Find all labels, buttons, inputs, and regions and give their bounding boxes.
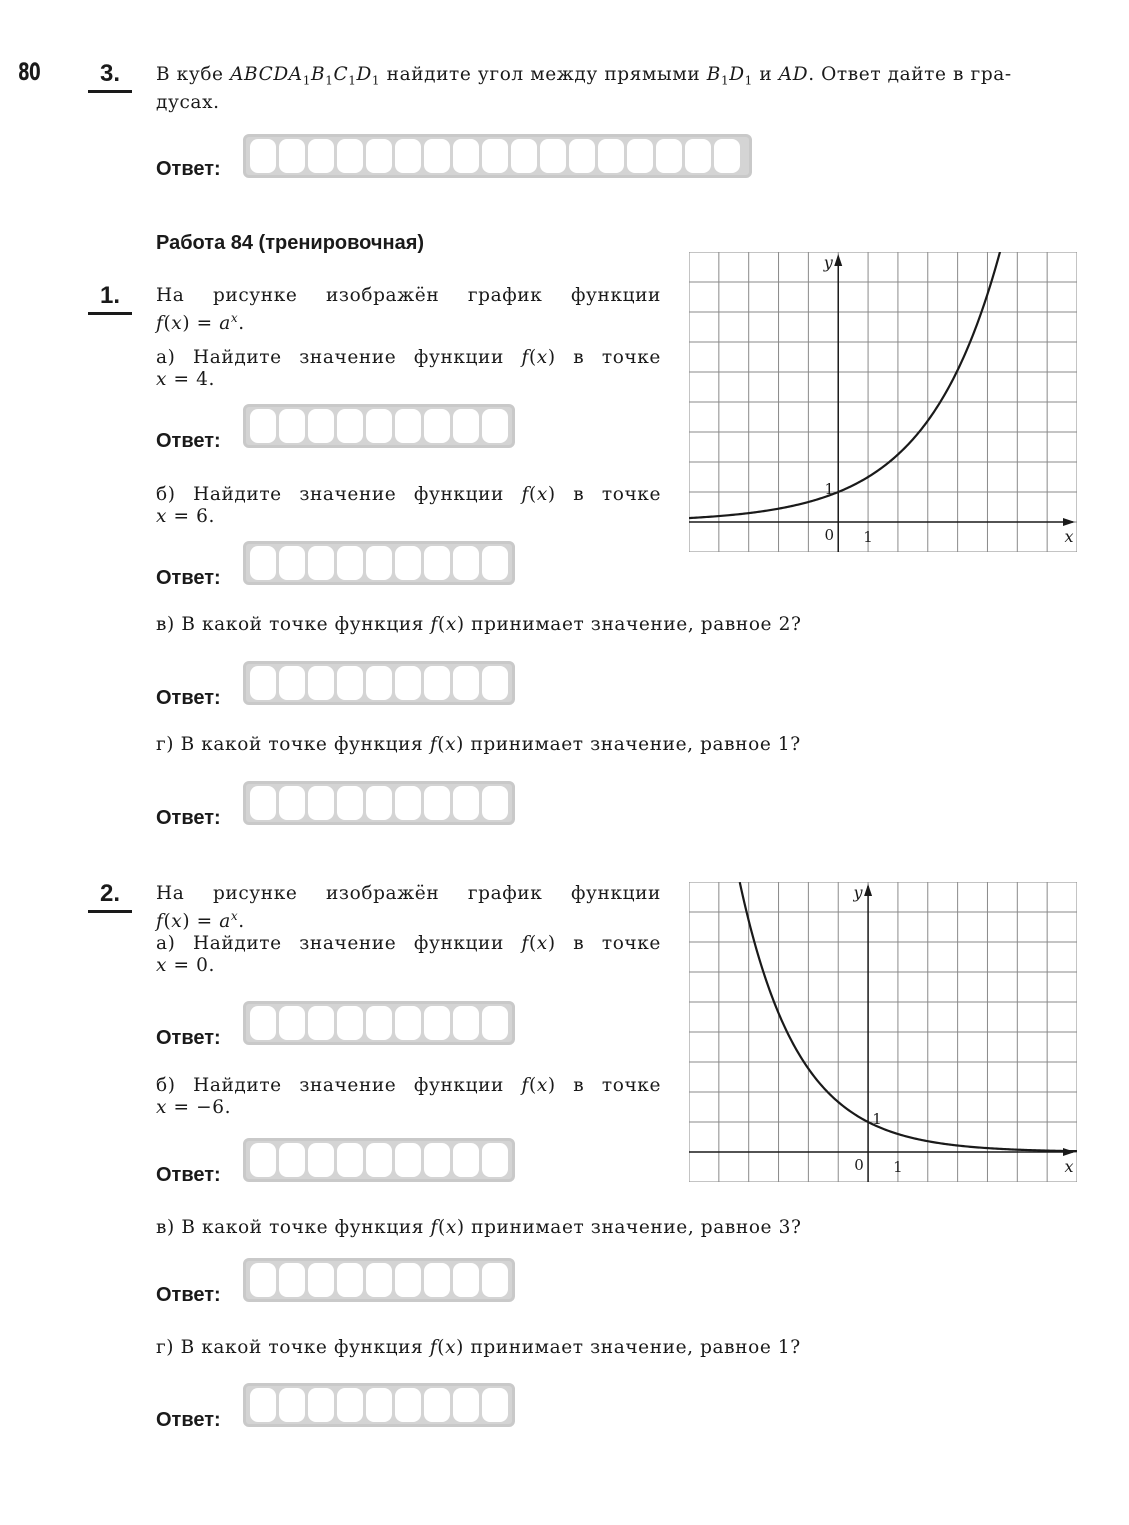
answer-cell[interactable] [395,139,421,173]
answer-cell[interactable] [366,1143,392,1177]
task-2b-answer-field[interactable] [243,1138,515,1182]
task-1-number [88,282,132,315]
answer-cell[interactable] [308,409,334,443]
task-1a-answer-label: Ответ: [156,430,221,452]
answer-cell[interactable] [453,409,479,443]
answer-cell[interactable] [308,1263,334,1297]
answer-cell[interactable] [395,409,421,443]
task-3-number [88,60,132,93]
task-2g: г) В какой точке функция f(x) принимает значение, равное 1? [156,1337,801,1358]
task-1b-line2: x = 6. [156,506,215,527]
answer-cell[interactable] [482,786,508,820]
answer-cell[interactable] [424,546,450,580]
answer-cell[interactable] [279,409,305,443]
task-1b-answer-label: Ответ: [156,567,221,589]
answer-cell[interactable] [366,546,392,580]
answer-cell[interactable] [279,1263,305,1297]
task-1b-answer-field[interactable] [243,541,515,585]
task-2-number [88,880,132,913]
answer-cell[interactable] [482,1143,508,1177]
answer-cell[interactable] [395,1388,421,1422]
answer-cell[interactable] [424,666,450,700]
answer-cell[interactable] [395,1263,421,1297]
answer-cell[interactable] [395,546,421,580]
task-2a-answer-label: Ответ: [156,1027,221,1049]
task-3-line1: В кубе $ABCDA_1B_1C_1D_1$ найдите угол между прямыми $B_1D_1$ и AD. Ответ дайте в гра- [156,64,1012,88]
answer-cell[interactable] [453,1388,479,1422]
answer-cell[interactable] [482,666,508,700]
task-2-number-text: 2. [99,880,120,907]
task-3-answer-label: Ответ: [156,158,221,180]
answer-cell[interactable] [250,786,276,820]
answer-cell[interactable] [656,139,682,173]
answer-cell[interactable] [366,1263,392,1297]
answer-cell[interactable] [424,139,450,173]
answer-cell[interactable] [482,409,508,443]
graph-1-curve [689,252,1001,518]
answer-cell[interactable] [308,1388,334,1422]
answer-cell[interactable] [337,1388,363,1422]
graph-2-y-arrow [864,884,872,896]
task-2-underline [88,910,132,913]
task-3-underline [88,90,132,93]
graph-1 [689,252,1077,552]
task-2a-line2: x = 0. [156,955,215,976]
answer-cell[interactable] [395,666,421,700]
answer-cell[interactable] [540,139,566,173]
answer-cell[interactable] [366,139,392,173]
answer-cell[interactable] [482,1388,508,1422]
answer-cell[interactable] [685,139,711,173]
task-2v: в) В какой точке функция f(x) принимает значение, равное 3? [156,1217,802,1238]
graph-2-x-label: x [1064,1157,1074,1176]
task-1-intro-line2: $f(x) = a^x$. [156,311,245,335]
task-2b-line2: x = −6. [156,1097,232,1118]
answer-cell[interactable] [250,409,276,443]
answer-cell[interactable] [337,786,363,820]
task-2g-answer-label: Ответ: [156,1409,221,1431]
answer-cell[interactable] [424,1006,450,1040]
task-1g-answer-label: Ответ: [156,807,221,829]
answer-cell[interactable] [482,1263,508,1297]
answer-cell[interactable] [366,409,392,443]
task-1-number-text: 1. [99,282,120,309]
task-2v-answer-field[interactable] [243,1258,515,1302]
answer-cell[interactable] [366,786,392,820]
graph-1-y-arrow [834,254,842,266]
graph-1-grid [689,252,1077,552]
task-2b-line1: б) Найдите значение функции f(x) в точке [156,1075,661,1096]
answer-cell[interactable] [395,786,421,820]
answer-cell[interactable] [366,666,392,700]
answer-cell[interactable] [453,1263,479,1297]
graph-2 [689,882,1077,1182]
task-1a-line2: x = 4. [156,369,215,390]
answer-cell[interactable] [453,666,479,700]
answer-cell[interactable] [337,1263,363,1297]
answer-cell[interactable] [337,1143,363,1177]
answer-cell[interactable] [482,546,508,580]
task-1g-answer-field[interactable] [243,781,515,825]
graph-1-x-label: x [1064,527,1074,546]
answer-cell[interactable] [337,666,363,700]
task-2-intro [156,883,661,933]
answer-cell[interactable] [482,1006,508,1040]
graph-1-y-label: y [823,253,833,272]
task-2-intro-line2: $f(x) = a^x$. [156,909,245,933]
answer-cell[interactable] [598,139,624,173]
answer-cell[interactable] [308,786,334,820]
task-2a [156,933,661,977]
task-3-text [156,64,1076,114]
task-2a-line1: а) Найдите значение функции f(x) в точке [156,933,661,954]
graph-2-grid [689,882,1077,1182]
answer-cell[interactable] [366,1388,392,1422]
task-3-number-text: 3. [99,60,120,87]
answer-cell[interactable] [366,1006,392,1040]
answer-cell[interactable] [337,409,363,443]
graph-2-y-label: y [853,883,863,902]
answer-cell[interactable] [279,1143,305,1177]
task-1v-answer-field[interactable] [243,661,515,705]
answer-cell[interactable] [482,139,508,173]
graph-2-x-unit-label: 1 [893,1158,903,1176]
task-1b-line1: б) Найдите значение функции f(x) в точке [156,484,661,505]
task-2a-answer-field[interactable] [243,1001,515,1045]
task-1a-answer-field[interactable] [243,404,515,448]
answer-cell[interactable] [424,1263,450,1297]
answer-cell[interactable] [279,1006,305,1040]
answer-cell[interactable] [308,546,334,580]
task-1-intro [156,285,661,335]
task-3-line2: дусах. [156,91,220,113]
answer-cell[interactable] [424,1388,450,1422]
answer-cell[interactable] [308,666,334,700]
answer-cell[interactable] [308,1006,334,1040]
answer-cell[interactable] [424,409,450,443]
answer-cell[interactable] [250,546,276,580]
task-1-intro-line1: На рисунке изображён график функции [156,285,661,306]
answer-cell[interactable] [627,139,653,173]
task-1b [156,484,661,528]
task-2b-answer-label: Ответ: [156,1164,221,1186]
graph-1-x-arrow [1063,518,1075,526]
task-1g: г) В какой точке функция f(x) принимает значение, равное 1? [156,734,801,755]
answer-cell[interactable] [714,139,740,173]
answer-cell[interactable] [511,139,537,173]
answer-cell[interactable] [308,1143,334,1177]
task-1a-line1: а) Найдите значение функции f(x) в точке [156,347,661,368]
answer-cell[interactable] [453,139,479,173]
answer-cell[interactable] [453,1006,479,1040]
task-2g-answer-field[interactable] [243,1383,515,1427]
answer-cell[interactable] [424,1143,450,1177]
graph-2-curve [740,882,1077,1151]
answer-cell[interactable] [279,786,305,820]
answer-cell[interactable] [279,666,305,700]
answer-cell[interactable] [250,666,276,700]
graph-1-y-unit-label: 1 [824,480,835,498]
section-title: Работа 84 (тренировочная) [156,232,425,254]
task-1v: в) В какой точке функция f(x) принимает значение, равное 2? [156,614,802,635]
answer-cell[interactable] [424,786,450,820]
task-2b [156,1075,661,1119]
answer-cell[interactable] [279,546,305,580]
task-1-underline [88,312,132,315]
task-2v-answer-label: Ответ: [156,1284,221,1306]
answer-cell[interactable] [250,1263,276,1297]
graph-1-origin-label: 0 [824,526,835,544]
answer-cell[interactable] [395,1006,421,1040]
page-number: 80 [18,58,40,86]
answer-cell[interactable] [453,1143,479,1177]
answer-cell[interactable] [250,139,276,173]
task-3-answer-field[interactable] [243,134,752,178]
task-2-intro-line1: На рисунке изображён график функции [156,883,661,904]
answer-cell[interactable] [453,546,479,580]
answer-cell[interactable] [250,1006,276,1040]
answer-cell[interactable] [337,1006,363,1040]
task-1v-answer-label: Ответ: [156,687,221,709]
answer-cell[interactable] [395,1143,421,1177]
answer-cell[interactable] [337,546,363,580]
task-1a [156,347,661,391]
answer-cell[interactable] [453,786,479,820]
answer-cell[interactable] [279,139,305,173]
answer-cell[interactable] [279,1388,305,1422]
graph-2-origin-label: 0 [854,1156,864,1174]
answer-cell[interactable] [308,139,334,173]
answer-cell[interactable] [250,1143,276,1177]
answer-cell[interactable] [337,139,363,173]
answer-cell[interactable] [569,139,595,173]
graph-2-y-unit-label: 1 [872,1110,882,1128]
answer-cell[interactable] [250,1388,276,1422]
graph-1-x-unit-label: 1 [863,528,873,546]
